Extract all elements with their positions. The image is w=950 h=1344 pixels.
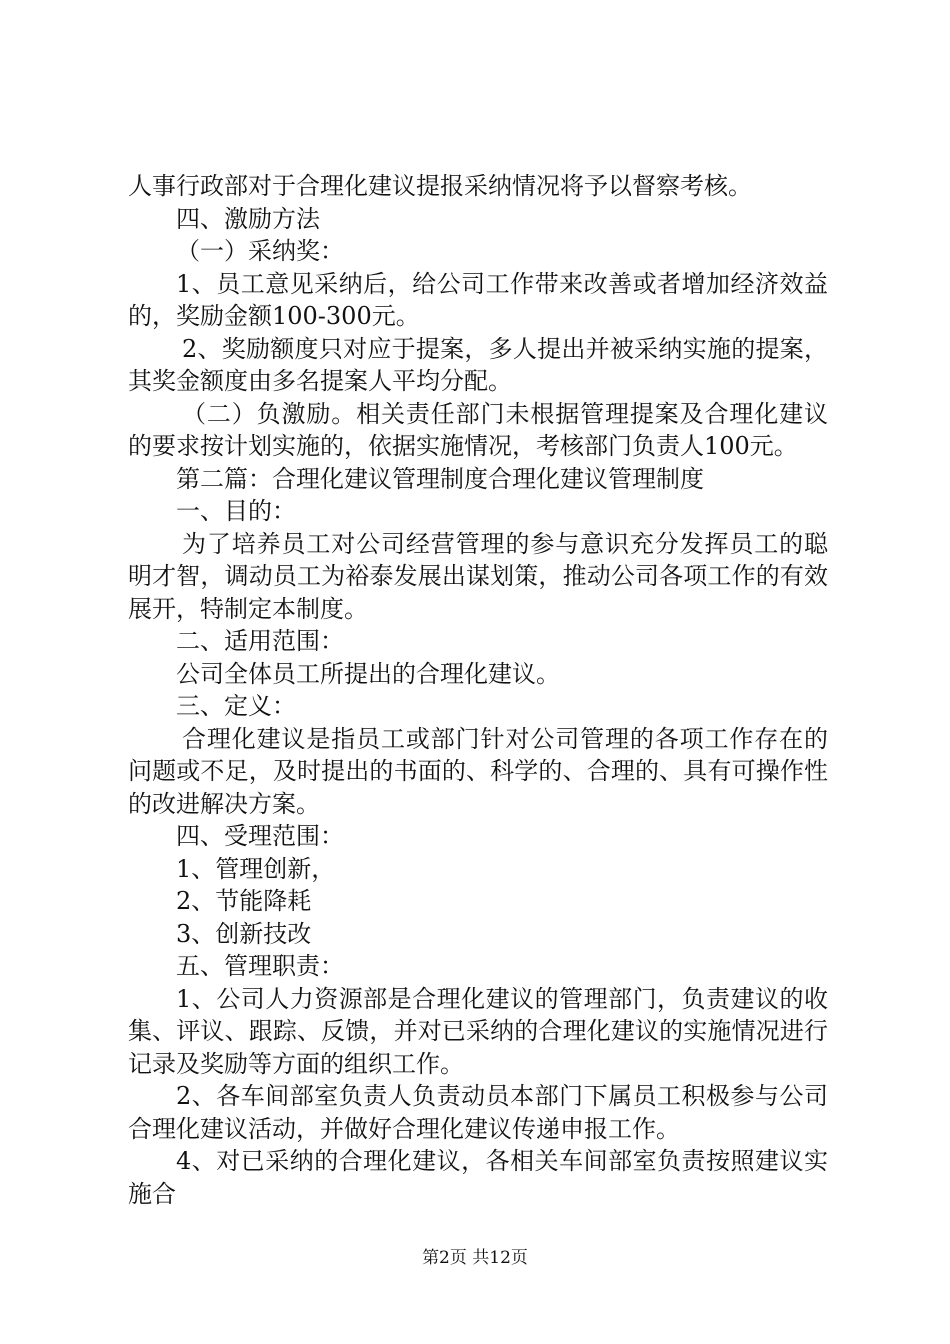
paragraph: 合理化建议是指员工或部门针对公司管理的各项工作存在的问题或不足，及时提出的书面的、科学的、合理的、具有可操作性的改进解决方案。 [128, 724, 828, 818]
subsection-heading: （一）采纳奖： [176, 237, 344, 265]
section-heading: 四、受理范围： [176, 822, 344, 850]
list-item: 2、节能降耗 [176, 887, 312, 915]
paragraph: 人事行政部对于合理化建议提报采纳情况将予以督察考核。 [128, 172, 752, 200]
section-heading: 一、目的： [176, 497, 296, 525]
paragraph: 1、员工意见采纳后，给公司工作带来改善或者增加经济效益的，奖励金额100-300元。 [128, 269, 828, 330]
chapter-title: 第二篇：合理化建议管理制度合理化建议管理制度 [176, 464, 704, 493]
paragraph: 为了培养员工对公司经营管理的参与意识充分发挥员工的聪明才智，调动员工为裕泰发展出谋划策，推动公司各项工作的有效展开，特制定本制度。 [128, 529, 828, 623]
section-heading: 三、定义： [176, 692, 296, 720]
paragraph: 2、奖励额度只对应于提案，多人提出并被采纳实施的提案，其奖金额度由多名提案人平均分配。 [128, 334, 828, 395]
paragraph: （二）负激励。相关责任部门未根据管理提案及合理化建议的要求按计划实施的，依据实施情况，考核部门负责人100元。 [128, 399, 828, 460]
page-number-footer: 第2页 共12页 [422, 1248, 528, 1268]
list-item: 1、管理创新， [176, 854, 336, 883]
paragraph: 1、公司人力资源部是合理化建议的管理部门，负责建议的收集、评议、跟踪、反馈，并对已采纳的合理化建议的实施情况进行记录及奖励等方面的组织工作。 [128, 984, 828, 1078]
section-heading: 五、管理职责： [176, 952, 344, 980]
document-body [128, 170, 828, 1210]
paragraph: 公司全体员工所提出的合理化建议。 [176, 659, 560, 688]
section-heading: 二、适用范围： [176, 627, 344, 655]
section-heading: 四、激励方法 [176, 204, 320, 233]
list-item: 3、创新技改 [176, 919, 312, 948]
paragraph: 4、对已采纳的合理化建议，各相关车间部室负责按照建议实施合 [128, 1147, 828, 1208]
paragraph: 2、各车间部室负责人负责动员本部门下属员工积极参与公司合理化建议活动，并做好合理化建议传递申报工作。 [128, 1082, 828, 1143]
